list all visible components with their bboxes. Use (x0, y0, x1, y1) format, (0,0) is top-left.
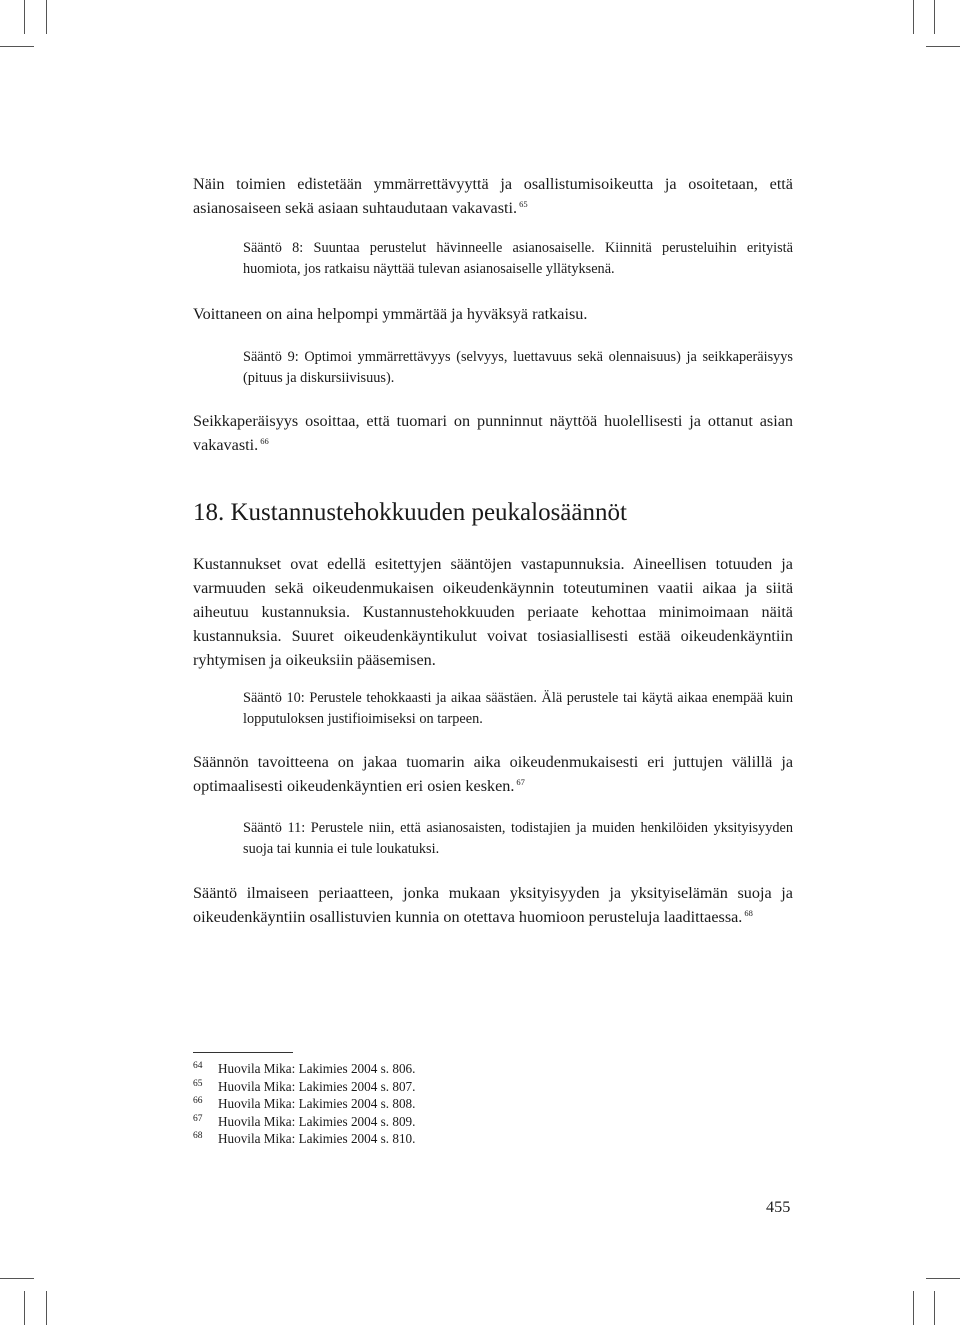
crop-mark (0, 46, 34, 47)
rule-9: Sääntö 9: Optimoi ymmärrettävyys (selvyys, luettavuus sekä olennaisuus) ja seikkaperäisyys (pituus ja diskursiivisuus). (243, 349, 793, 386)
footnote-ref-65: 65 (519, 198, 528, 209)
footnote-text: Huovila Mika: Lakimies 2004 s. 810. (218, 1131, 416, 1146)
footnote-text: Huovila Mika: Lakimies 2004 s. 809. (218, 1113, 416, 1129)
footnote-text: Huovila Mika: Lakimies 2004 s. 807. (218, 1078, 416, 1094)
footnote-ref-68: 68 (744, 907, 753, 918)
footnote-text: Huovila Mika: Lakimies 2004 s. 806. (218, 1061, 416, 1076)
crop-mark (24, 0, 25, 34)
footnote-number: 66 (193, 1096, 203, 1106)
footnote-item (193, 1095, 593, 1113)
footnote-item (193, 1113, 593, 1131)
footnote-item (193, 1130, 593, 1148)
footnote-number: 64 (193, 1061, 203, 1071)
paragraph-2: Voittaneen on aina helpompi ymmärtää ja hyväksyä ratkaisu. (193, 305, 588, 323)
crop-mark (46, 0, 47, 34)
paragraph-5: Säännön tavoitteena on jakaa tuomarin aika oikeudenmukaisesti eri juttujen välillä ja optimaalisesti oikeudenkäyntien eri osien kesken. $^{67}$ (193, 753, 793, 795)
paragraph-4: Kustannukset ovat edellä esitettyjen sääntöjen vastapunnuksia. Aineellisen totuuden ja varmuuden sekä oikeudenmukaisen oikeudenkäynnin toteutuminen vaatii aikaa ja siitä aiheutuu kustannuksia. Kustannustehokkuuden periaate kehottaa minimoimaan näitä kustannuksia. Suuret oikeudenkäyntikulut voivat tosiasiallisesti estää oikeudenkäyntiin ryhtymisen ja oikeuksiin pääsemisen. (193, 555, 793, 669)
paragraph-3: Seikkaperäisyys osoittaa, että tuomari on punninnut näyttöä huolellisesti ja ottanut asian vakavasti. $^{66}$ (193, 412, 793, 454)
crop-mark (926, 1278, 960, 1279)
rule-11: Sääntö 11: Perustele niin, että asianosaisten, todistajien ja muiden henkilöiden yksityisyyden suoja tai kunnia ei tule loukatuksi. (243, 820, 793, 857)
page-number: 455 (766, 1198, 791, 1216)
crop-mark (926, 46, 960, 47)
footnote-separator (193, 1052, 293, 1053)
crop-mark (913, 0, 914, 34)
footnote-ref-67: 67 (516, 776, 525, 787)
footnote-ref-66: 66 (260, 435, 269, 446)
crop-mark (46, 1291, 47, 1325)
crop-mark (934, 0, 935, 34)
crop-mark (913, 1291, 914, 1325)
footnote-text: Huovila Mika: Lakimies 2004 s. 808. (218, 1096, 416, 1111)
rule-10: Sääntö 10: Perustele tehokkaasti ja aikaa säästäen. Älä perustele tai käytä aikaa enempää kuin lopputuloksen justifioimiseksi on tarpeen. (243, 690, 793, 727)
crop-mark (0, 1278, 34, 1279)
section-heading: 18. Kustannustehokkuuden peukalosäännöt (193, 499, 627, 526)
crop-mark (24, 1291, 25, 1325)
paragraph-1: Näin toimien edistetään ymmärrettävyyttä ja osallistumisoikeutta ja osoitetaan, että asianosaiseen sekä asiaan suhtaudutaan vakavasti. $^{65}$ (193, 175, 793, 217)
footnote-number: 65 (193, 1078, 203, 1089)
crop-mark (934, 1291, 935, 1325)
footnote-list (193, 1060, 593, 1148)
footnote-number: 67 (193, 1113, 203, 1124)
footnote-item (193, 1078, 593, 1096)
footnote-number: 68 (193, 1131, 203, 1141)
footnote-item (193, 1060, 593, 1078)
rule-8: Sääntö 8: Suuntaa perustelut hävinneelle asianosaiselle. Kiinnitä perusteluihin erityistä huomiota, jos ratkaisu näyttää tulevan asianosaiselle yllätyksenä. (243, 240, 793, 277)
paragraph-6: Sääntö ilmaiseen periaatteen, jonka mukaan yksityisyyden ja yksityiselämän suoja ja oikeudenkäyntiin osallistuvien kunnia on otettava huomioon perusteluja laadittaessa. $^{68}$ (193, 884, 793, 926)
